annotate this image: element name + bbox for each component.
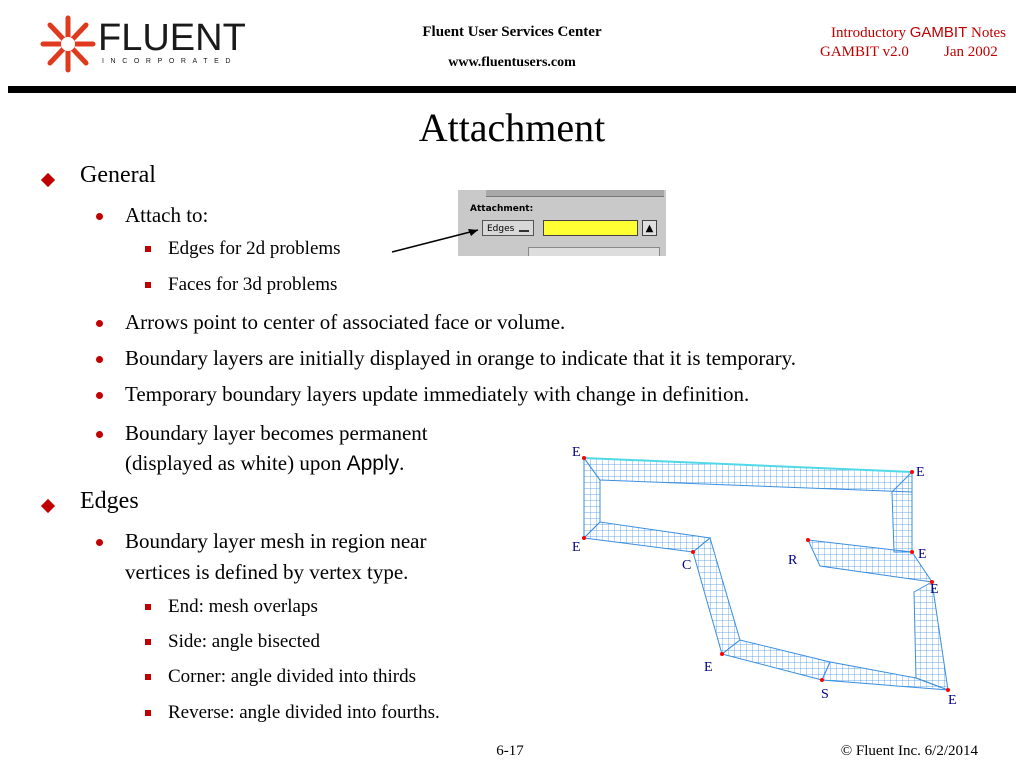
slide-title: Attachment bbox=[418, 105, 606, 150]
up-arrow-icon[interactable]: ▲ bbox=[642, 220, 657, 236]
bullet-dot bbox=[96, 392, 103, 399]
mesh-text-1: Boundary layer mesh in region near bbox=[125, 529, 427, 553]
attachment-field[interactable] bbox=[543, 220, 638, 236]
pointer-arrow bbox=[380, 220, 500, 260]
panel-lower-field bbox=[528, 247, 660, 256]
header-center-url: www.fluentusers.com bbox=[448, 55, 576, 70]
bullet-dot bbox=[96, 539, 103, 546]
bullet-square bbox=[145, 639, 151, 645]
vertex-label-r: R bbox=[788, 553, 798, 568]
mesh-middle-band bbox=[808, 540, 932, 582]
mesh-text-2: vertices is defined by vertex type. bbox=[125, 560, 409, 584]
logo-wordmark: FLUENT bbox=[98, 17, 246, 59]
end-text: End: mesh overlaps bbox=[168, 596, 318, 617]
boundary-layer-mesh-diagram bbox=[560, 440, 980, 710]
header-center-title: Fluent User Services Center bbox=[422, 24, 602, 40]
bullet-dot bbox=[96, 320, 103, 327]
temporary-text: Temporary boundary layers update immediately with change in definition. bbox=[125, 382, 750, 406]
course-word-notes: Notes bbox=[971, 25, 1006, 41]
course-word-1: Introductory bbox=[831, 25, 906, 41]
header-version: GAMBIT v2.0 bbox=[820, 44, 909, 60]
section-edges: Edges bbox=[80, 488, 139, 514]
corner-text: Corner: angle divided into thirds bbox=[168, 666, 417, 687]
page-number: 6-17 bbox=[496, 743, 524, 759]
bullet-dot bbox=[96, 431, 103, 438]
permanent-pre: (displayed as white) upon bbox=[125, 451, 347, 475]
bullet-square bbox=[145, 604, 151, 610]
mesh-center-band bbox=[693, 538, 740, 654]
bullet-square bbox=[145, 710, 151, 716]
permanent-text-2 bbox=[125, 451, 404, 476]
bullet-square bbox=[145, 246, 151, 252]
bullet-square bbox=[145, 282, 151, 288]
reverse-text: Reverse: angle divided into fourths. bbox=[168, 702, 440, 723]
apply-word: Apply bbox=[346, 452, 400, 475]
bullet-dot bbox=[96, 213, 103, 220]
mesh-region bbox=[584, 458, 948, 690]
faces-3d-text: Faces for 3d problems bbox=[168, 274, 338, 295]
vertex-label-e7: E bbox=[948, 693, 957, 708]
vertex-label-c: C bbox=[682, 558, 692, 573]
permanent-text-1: Boundary layer becomes permanent bbox=[125, 421, 428, 445]
orange-text: Boundary layers are initially displayed in orange to indicate that it is temporary. bbox=[125, 346, 797, 370]
vertex-label-e2: E bbox=[916, 465, 925, 480]
copyright: © Fluent Inc. 6/2/2014 bbox=[840, 743, 978, 759]
header-date: Jan 2002 bbox=[944, 44, 998, 60]
side-text: Side: angle bisected bbox=[168, 631, 320, 652]
vertex-label-e6: E bbox=[704, 660, 713, 675]
header-rule bbox=[8, 86, 1016, 93]
vertex-label-s: S bbox=[821, 687, 829, 702]
mesh-bottom-band bbox=[722, 640, 830, 680]
vertex-label-e5: E bbox=[930, 582, 939, 597]
edges-2d-text: Edges for 2d problems bbox=[168, 238, 341, 259]
bullet-diamond bbox=[41, 499, 55, 513]
mesh-left-lower-band bbox=[584, 522, 710, 552]
mesh-right-lower-band bbox=[914, 582, 948, 690]
bullet-diamond bbox=[41, 173, 55, 187]
section-general: General bbox=[80, 162, 156, 188]
bullet-square bbox=[145, 674, 151, 680]
attachment-label: Attachment: bbox=[470, 204, 534, 214]
mesh-top-band bbox=[584, 458, 912, 492]
vertex-label-e4: E bbox=[918, 547, 927, 562]
header-right-course bbox=[790, 24, 1006, 42]
arrows-text: Arrows point to center of associated face or volume. bbox=[125, 310, 566, 334]
panel-top-bar bbox=[486, 190, 664, 197]
fluent-logo bbox=[38, 14, 98, 74]
vertex-label-e1: E bbox=[572, 445, 581, 460]
bullet-dot bbox=[96, 356, 103, 363]
logo-subtitle: INCORPORATED bbox=[102, 58, 238, 65]
attachment-dropdown[interactable]: Edges bbox=[482, 220, 534, 236]
vertex-label-e3: E bbox=[572, 540, 581, 555]
permanent-post: . bbox=[399, 451, 405, 475]
course-word-gambit: GAMBIT bbox=[909, 24, 968, 41]
attach-to-text: Attach to: bbox=[125, 203, 209, 227]
